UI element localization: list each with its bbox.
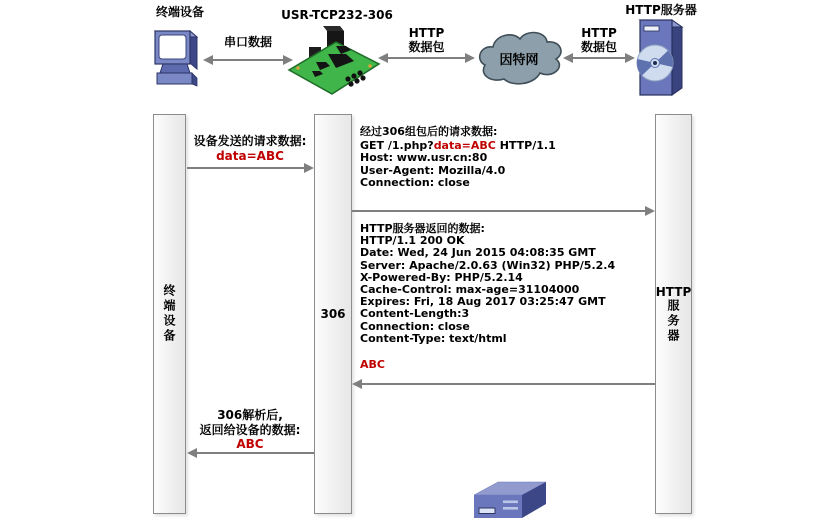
http-packet-line2: 数据包 [408,39,445,54]
response-header: Server: Apache/2.0.63 (Win32) PHP/5.2.4 [360,258,616,272]
arrowhead-left-icon [203,55,213,65]
serial-data-arrow [203,55,293,65]
http-packet-arrow-left [378,53,475,63]
request-packet-block [360,126,556,189]
device-request-payload: data=ABC [216,149,284,163]
http-packet-arrow-right [563,53,635,63]
lifeline-server-label [656,285,691,344]
request-header: Host: www.usr.cn:80 [360,151,488,165]
request-header: User-Agent: Mozilla/4.0 [360,163,506,177]
response-status-line: HTTP/1.1 200 OK [360,234,465,248]
response-header: Content-Length:3 [360,307,470,321]
arrow-306-to-server [352,206,655,216]
arrowhead-left-icon [187,448,197,458]
response-header: Cache-Control: max-age=31104000 [360,283,580,297]
http-server-title: HTTP服务器 [625,3,697,17]
response-body: ABC [360,358,385,372]
terminal-computer-icon [150,28,202,92]
http-packet-line1: HTTP [408,26,445,40]
serial-data-label: 串口数据 [223,35,272,49]
http-packet-line2: 数据包 [580,39,617,54]
arrowhead-right-icon [304,163,314,173]
http-packet-label-right [563,27,635,55]
terminal-device-title: 终端设备 [155,5,204,19]
device-request-caption: 设备发送的请求数据: [193,134,307,148]
response-block-title: HTTP服务器返回的数据: [360,222,485,235]
arrow-306-to-device [187,448,314,458]
lifeline-terminal-device [153,114,186,514]
lifeline-306-label: 306 [320,307,346,321]
device-response-caption-line1: 306解析后, [217,408,283,422]
internet-label: 因特网 [499,53,539,68]
arrow-server-to-306 [352,379,655,389]
response-header: Expires: Fri, 18 Aug 2017 03:25:47 GMT [360,295,606,309]
lifeline-server-label-line1: HTTP [655,284,692,299]
arrowhead-right-icon [645,206,655,216]
http-packet-line1: HTTP [581,26,617,40]
internet-cloud-icon [473,26,565,92]
response-header: Date: Wed, 24 Jun 2015 04:08:35 GMT [360,246,596,260]
lifeline-306-module [314,114,352,514]
get-suffix: HTTP/1.1 [495,139,556,153]
arrowhead-left-icon [378,53,388,63]
device-response-caption-line2: 返回给设备的数据: [199,423,301,437]
request-block-title: 经过306组包后的请求数据: [360,125,498,138]
device-box-icon [466,477,552,523]
get-prefix: GET /1.php? [360,139,434,153]
http-packet-label-left [378,27,475,55]
response-header: X-Powered-By: PHP/5.2.14 [360,270,523,284]
lifeline-server-label-line2: 服务器 [666,298,680,344]
arrowhead-left-icon [563,53,573,63]
get-payload: data=ABC [433,139,496,153]
device-response-payload: ABC [236,437,264,451]
http-server-icon [632,18,688,100]
response-packet-block [360,223,615,371]
arrow-device-to-306 [187,163,314,173]
usr-module-icon [286,26,382,98]
response-header: Connection: close [360,319,470,333]
lifeline-terminal-label: 终端设备 [162,284,176,344]
response-header: Content-Type: text/html [360,331,507,345]
usr-module-title: USR-TCP232-306 [281,8,393,22]
request-header: Connection: close [360,175,470,189]
lifeline-http-server [655,114,692,514]
arrowhead-left-icon [352,379,362,389]
